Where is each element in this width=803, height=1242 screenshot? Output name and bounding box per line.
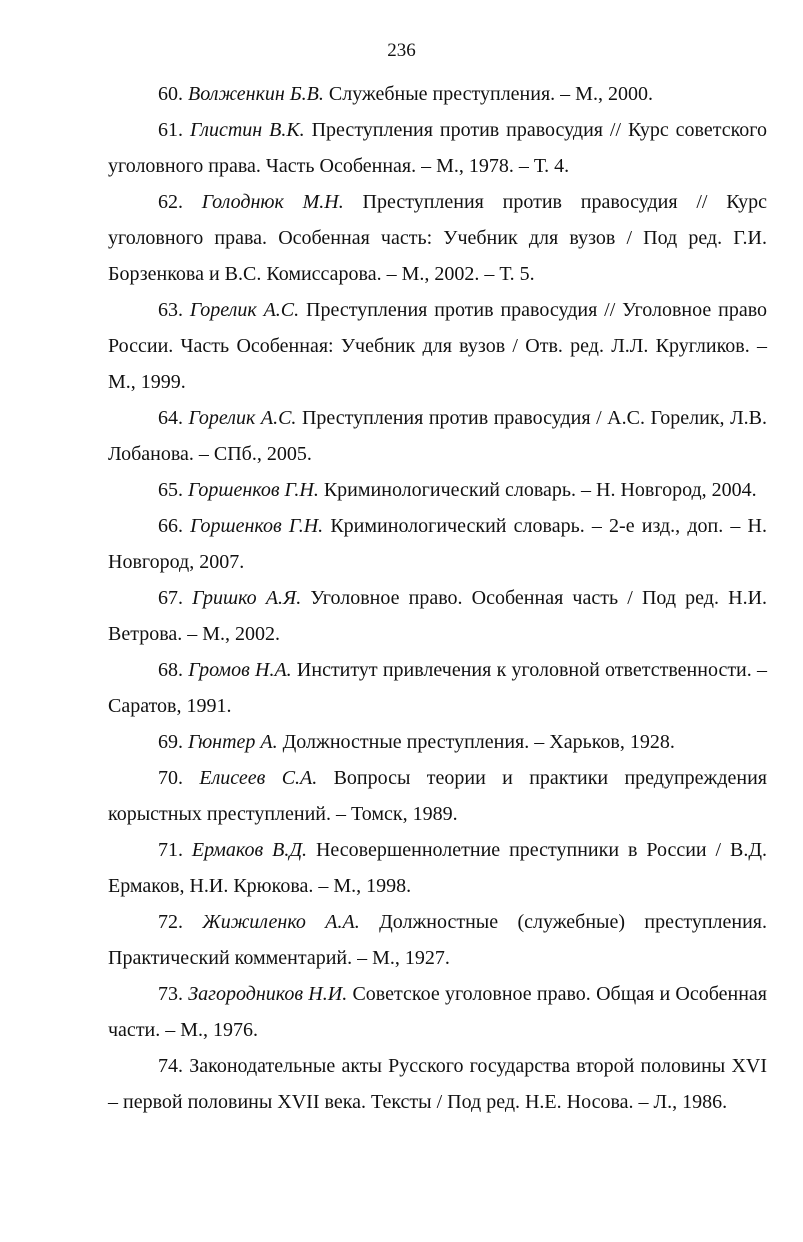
reference-number: 67.	[158, 587, 183, 609]
reference-list	[108, 76, 767, 1120]
reference-author: Горшенков Г.Н.	[190, 515, 324, 537]
reference-item	[108, 760, 767, 832]
reference-number: 74.	[158, 1055, 183, 1077]
reference-item	[108, 832, 767, 904]
reference-item	[108, 652, 767, 724]
reference-item	[108, 976, 767, 1048]
reference-author: Волженкин Б.В.	[188, 83, 324, 105]
reference-author: Елисеев С.А.	[199, 767, 318, 789]
reference-item	[108, 112, 767, 184]
reference-text: Советское уголовное право. Общая и Особенная части. – М., 1976.	[108, 983, 768, 1041]
reference-number: 65.	[158, 479, 183, 501]
reference-author: Горелик А.С.	[189, 299, 300, 321]
reference-item	[108, 508, 767, 580]
reference-author: Гюнтер А.	[188, 731, 278, 753]
reference-author: Жижиленко А.А.	[202, 911, 360, 933]
page-number: 236	[387, 40, 416, 61]
reference-number: 61.	[158, 119, 183, 141]
reference-text: Криминологический словарь. – 2-е изд., доп. – Н. Новгород, 2007.	[108, 515, 767, 573]
reference-number: 60.	[158, 83, 183, 105]
reference-author: Гришко А.Я.	[192, 587, 302, 609]
reference-item	[108, 400, 767, 472]
reference-text: Криминологический словарь. – Н. Новгород, 2004.	[318, 479, 757, 501]
reference-text: Преступления против правосудия // Курс уголовного права. Особенная часть: Учебник для вузов / Под ред. Г.И. Борзенкова и В.С. Комиссарова. – М., 2002. – Т. 5.	[108, 191, 767, 285]
reference-item	[108, 472, 767, 508]
reference-text: Преступления против правосудия / А.С. Горелик, Л.В. Лобанова. – СПб., 2005.	[108, 407, 767, 465]
reference-item	[108, 292, 767, 400]
reference-text: Институт привлечения к уголовной ответственности. – Саратов, 1991.	[108, 659, 768, 717]
reference-item	[108, 76, 767, 112]
reference-text: Преступления против правосудия // Уголовное право России. Часть Особенная: Учебник для вузов / Отв. ред. Л.Л. Кругликов. – М., 1999.	[108, 299, 768, 393]
reference-item	[108, 904, 767, 976]
reference-item	[108, 1048, 767, 1120]
reference-number: 69.	[158, 731, 183, 753]
reference-author: Горелик А.С.	[188, 407, 297, 429]
reference-author: Громов Н.А.	[188, 659, 292, 681]
reference-text: Преступления против правосудия // Курс советского уголовного права. Часть Особенная. – М., 1978. – Т. 4.	[108, 119, 767, 177]
reference-item	[108, 184, 767, 292]
reference-number: 70.	[158, 767, 183, 789]
reference-text: Служебные преступления. – М., 2000.	[323, 83, 653, 105]
reference-number: 66.	[158, 515, 183, 537]
reference-item	[108, 724, 767, 760]
reference-number: 72.	[158, 911, 183, 933]
reference-author: Загородников Н.И.	[188, 983, 348, 1005]
reference-author: Горшенков Г.Н.	[188, 479, 319, 501]
reference-text: Должностные (служебные) преступления. Практический комментарий. – М., 1927.	[108, 911, 767, 969]
reference-text: Уголовное право. Особенная часть / Под ред. Н.И. Ветрова. – М., 2002.	[108, 587, 768, 645]
reference-text: Законодательные акты Русского государства второй половины XVI – первой половины XVII века. Тексты / Под ред. Н.Е. Носова. – Л., 1986.	[108, 1055, 768, 1113]
reference-number: 64.	[158, 407, 183, 429]
reference-text: Вопросы теории и практики предупреждения корыстных преступлений. – Томск, 1989.	[108, 767, 768, 825]
reference-number: 73.	[158, 983, 183, 1005]
reference-number: 68.	[158, 659, 183, 681]
reference-text: Несовершеннолетние преступники в России / В.Д. Ермаков, Н.И. Крюкова. – М., 1998.	[108, 839, 767, 897]
reference-number: 71.	[158, 839, 183, 861]
reference-number: 63.	[158, 299, 183, 321]
reference-author: Голоднюк М.Н.	[201, 191, 344, 213]
reference-author: Ермаков В.Д.	[191, 839, 308, 861]
reference-text: Должностные преступления. – Харьков, 1928.	[277, 731, 675, 753]
reference-author: Глистин В.К.	[189, 119, 305, 141]
reference-item	[108, 580, 767, 652]
reference-number: 62.	[158, 191, 183, 213]
